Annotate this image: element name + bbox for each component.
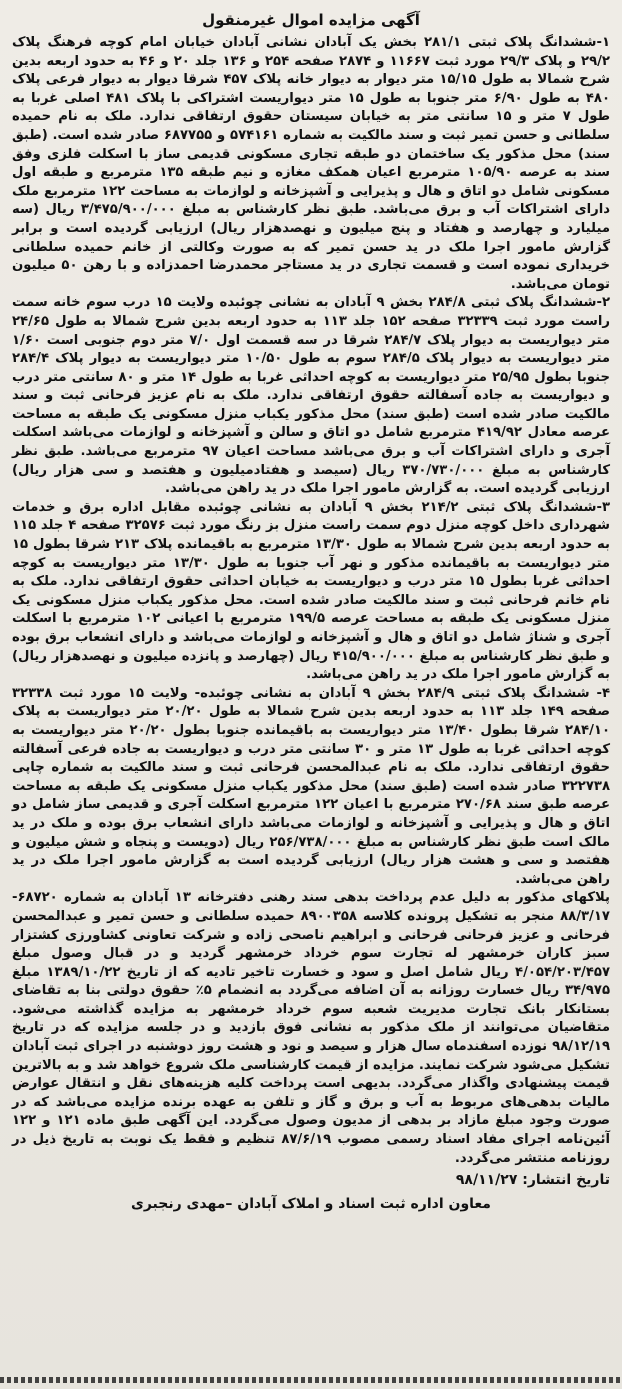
notice-title: آگهی مزایده اموال غیرمنقول (202, 11, 420, 29)
signature-line: معاون اداره ثبت اسناد و املاک آبادان –مهدی رنجبری (131, 1196, 491, 1213)
publish-date: تاریخ انتشار: ۹۸/۱۱/۲۷ (455, 1172, 610, 1189)
torn-edge-divider (0, 1377, 622, 1383)
paragraph-plate-281-1: ۱-ششدانگ پلاک ثبتی ۲۸۱/۱ بخش یک آبادان نشانی آبادان خیابان امام کوچه فرهنگ پلاک ۲۹/۲ و پلاک ۲۹/۳ مورد ثبت ۱۱۶۶۷ و ۲۸۷۴ صفحه ۲۵۴ و ۱۳۶ جلد ۲۰ و ۴۶ به حدود اربعه بدین شرح شمالا به طول ۱۵/۱۵ متر دیوار به دیوار خانه پلاک ۴۵۷ شرقا دیوار به دیوار فرعی پلاک ۴۸۰ به طول ۶/۹۰ متر جنوبا به طول ۱۵ متر دیواریست اشتراکی با پلاک ۴۸۱ اصلی غربا به طول ۷ متر و ۱۵ سانتی متر به خیابان سیستان حقوق ارتفاقی ندارد. ملک به نام حمیده سلطانی و حسن تمیر ثبت و سند مالکیت به شماره ۵۷۴۱۶۱ و ۶۸۷۷۵۵ صادر شده است. (طبق سند) محل مذکور یک ساختمان دو طبقه تجاری مسکونی قدیمی ساز با اسکلت فلزی وفق سند به عرصه ۱۰۵/۹۰ مترمربع اعیان همکف مغازه و نیم طبقه ۱۳۵ مترمربع و طبقه اول مسکونی شامل دو اتاق و هال و پذیرایی و آشپزخانه و لوازمات به مساحت ۱۲۲ مترمربع ملک دارای اشتراکات آب و برق می‌باشد. طبق نظر کارشناس به مبلغ ۳/۴۷۵/۹۰۰/۰۰۰ ریال (سه میلیارد و چهارصد و هفتاد و پنج میلیون و نهصدهزار ریال) ارزیابی گردیده است و برابر گزارش مامور اجرا ملک در ید حسن تمیر که به صورت وکالتی از خانم حمیده سلطانی خریداری نموده است و قسمت تجاری در ید مستاجر محمدرضا احمدزاده و با رهن ۵۰ میلیون تومان می‌باشد. (12, 35, 611, 292)
paragraph-auction-terms: پلاکهای مذکور به دلیل عدم پرداخت بدهی سند رهنی دفترخانه ۱۳ آبادان به شماره ۶۸۷۲۰- ۸۸/۳/۱۷ منجر به تشکیل پرونده کلاسه ۸۹۰۰۳۵۸ حمیده سلطانی و حسن تمیر و عبدالمحسن فرحانی و عزیز فرحانی فرحانی و ابراهیم ناصحی زاده و شرکت تعاونی کشاورزی کشتزار سبز کاران خرمشهر له تجارت سوم خرداد خرمشهر گردید و در قبال وصول مبلغ ۴/۰۵۴/۲۰۳/۴۵۷ ریال شامل اصل و سود و خسارت تاخیر تادیه که از تاریخ ۱۳۸۹/۱۰/۲۲ مبلغ ۳۴/۹۷۵ ریال خسارت روزانه به آن اضافه می‌گردد به انضمام ۵٪ حقوق دولتی بنا به تقاضای بستانکار بانک تجارت مدیریت شعبه سوم خرداد خرمشهر به مزایده گذاشته می‌شود. متقاضیان می‌توانند از ملک مذکور به نشانی فوق بازدید و در جلسه مزایده که در تاریخ ۹۸/۱۲/۱۹ نوزده اسفندماه سال هزار و سیصد و نود و هشت روز دوشنبه در اجرای ثبت آبادان تشکیل می‌شود شرکت نمایند. مزایده از قیمت کارشناسی ملک شروع خواهد شد و به بالاترین قیمت پیشنهادی واگذار می‌گردد. بدیهی است پرداخت کلیه هزینه‌های نقل و انتقال عوارض مالیات بدهی‌های مربوط به آب و برق و گاز و تلفن به عهده برنده مزایده می‌باشد که در صورت وجود مبلغ مازاد بر بدهی از مدیون وصول می‌گردد. این آگهی طبق ماده ۱۲۱ و ۱۲۲ آئین‌نامه اجرای مفاد اسناد رسمی مصوب ۸۷/۶/۱۹ تنظیم و فقط یک نوبت به تاریخ ذیل در روزنامه منتشر می‌گردد. (12, 890, 610, 1166)
paragraph-plate-284-9: ۴- ششدانگ پلاک ثبتی ۲۸۴/۹ بخش ۹ آبادان به نشانی چوئبده- ولایت ۱۵ مورد ثبت ۳۲۳۳۸ صفحه ۱۴۹ جلد ۱۱۳ به حدود اربعه بدین شرح شمالا به طول ۲۰/۲۰ متر دیواریست به پلاک ۲۸۴/۱۰ شرقا بطول ۱۳/۴۰ متر دیواریست به باقیمانده جنوبا بطول ۲۰/۲۰ متر دیواریست به کوچه احداثی غربا به طول ۱۳ متر و ۳۰ سانتی متر درب و دیواریست به جاده فرعی آسفالته حقوق ارتفاقی ندارد. ملک به نام عبدالمحسن فرحانی ثبت و سند مالکیت به شماره چاپی ۳۲۲۷۳۸ صادر شده است (طبق سند) محل مذکور یکباب منزل مسکونی یک طبقه به مساحت عرصه طبق سند ۲۷۰/۶۸ مترمربع با اعیان ۱۲۲ مترمربع اسکلت آجری و قدیمی ساز شامل دو اتاق و هال و پذیرایی و آشپزخانه و لوازمات می‌باشد دارای انشعاب برق بوده و ملک در ید مالک است طبق نظر کارشناس به مبلغ ۲۵۶/۷۳۸/۰۰۰ ریال (دویست و پنجاه و شش میلیون و هفتصد و سی و هشت هزار ریال) ارزیابی گردیده است به گزارش مامور اجرا ملک در ید راهن می‌باشد. (12, 685, 611, 887)
paragraph-plate-284-8: ۲-ششدانگ پلاک ثبتی ۲۸۴/۸ بخش ۹ آبادان به نشانی چوئبده ولایت ۱۵ درب سوم خانه سمت راست مورد ثبت ۳۲۳۳۹ صفحه ۱۵۲ جلد ۱۱۳ به حدود اربعه بدین شرح شمالا به طول ۲۴/۶۵ متر دیواریست به دیوار پلاک ۲۸۴/۷ شرقا در سه قسمت اول ۷/۰ متر دوم جنوبی است ۱/۶۰ متر دیواریست به دیوار پلاک ۲۸۴/۵ سوم به طول ۱۰/۵۰ متر دیواریست به دیوار پلاک ۲۸۴/۴ جنوبا بطول ۲۵/۹۵ متر دیواریست به کوچه احداثی غربا به طول ۱۴ متر و ۸۰ سانتی متر درب و دیواریست به جاده آسفالته حقوق ارتفاقی ندارد. ملک به نام عزیز فرحانی ثبت و سند مالکیت صادر شده است (طبق سند) محل مذکور یکباب منزل مسکونی یک طبقه به مساحت عرصه معادل ۴۱۹/۹۲ مترمربع شامل دو اتاق و سالن و آشپزخانه و لوازمات می‌باشد اسکلت آجری و دارای اشتراکات آب و برق می‌باشد مساحت اعیان ۹۷ مترمربع می‌باشد. طبق نظر کارشناس به مبلغ ۳۷۰/۷۳۰/۰۰۰ ریال (سیصد و هفتادمیلیون و هفتصد و سی هزار ریال) ارزیابی گردیده است. به گزارش مامور اجرا ملک در ید راهن می‌باشد. (12, 295, 611, 497)
paragraph-plate-214-2: ۳-ششدانگ پلاک ثبتی ۲۱۴/۲ بخش ۹ آبادان به نشانی چوئبده مقابل اداره برق و خدمات شهرداری داخل کوچه منزل دوم سمت راست منزل بز رنگ مورد ثبت ۳۲۵۷۶ صفحه ۴ جلد ۱۱۵ به حدود اربعه بدین شرح شمالا به طول ۱۳/۳۰ مترمربع به باقیمانده پلاک ۲۱۳ شرقا بطول ۱۵ متر دیواریست به باقیمانده مذکور و نهر آب جنوبا به طول ۱۳/۳۰ متر دیواریست به کوچه احداثی غربا بطول ۱۵ متر درب و دیواریست به خیابان احداثی حقوق ارتفاقی ندارد. ملک به نام خانم فرحانی ثبت و سند مالکیت صادر شده است. محل مذکور یکباب منزل مسکونی یک منزل مسکونی یک طبقه به مساحت عرصه ۱۹۹/۵ مترمربع با اعیانی ۱۰۲ مترمربع با اسکلت آجری و شناژ شامل دو اتاق و هال و آشپزخانه و لوازمات می‌باشد و دارای انشعاب برق بوده و طبق نظر کارشناس به مبلغ ۴۱۵/۹۰۰/۰۰۰ ریال (چهارصد و پانزده میلیون و نهصدهزار ریال) به گزارش مامور اجرا ملک در ید راهن می‌باشد. (12, 499, 611, 683)
notice-body (12, 34, 610, 1168)
